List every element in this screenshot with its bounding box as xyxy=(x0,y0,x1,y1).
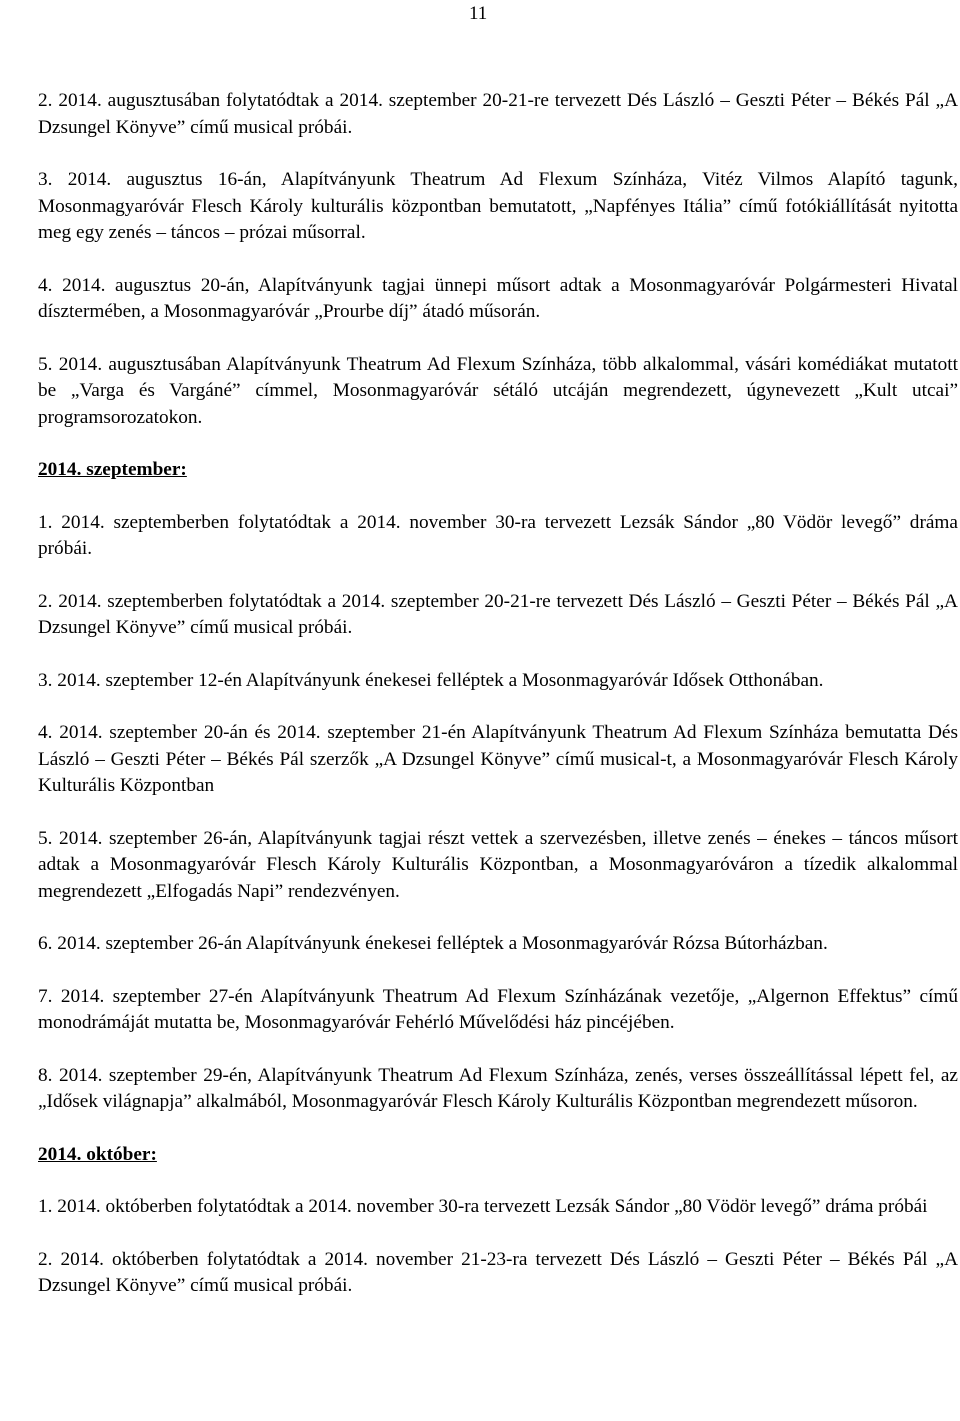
item-number: 8. xyxy=(38,1064,53,1086)
list-item xyxy=(38,273,958,326)
item-number: 1. xyxy=(38,1196,53,1217)
section-october xyxy=(38,1142,958,1300)
item-number: 2. xyxy=(38,90,53,111)
item-number: 2. xyxy=(38,590,53,612)
item-text: 2014. szeptemberben folytatódtak a 2014. szeptember 20-21-re tervezett Dés László – Geszti Péter – Békés Pál „A Dzsungel Könyve” című musical próbái. xyxy=(38,590,958,638)
list-item xyxy=(38,984,958,1037)
item-number: 4. xyxy=(38,722,53,743)
item-text: 2014. szeptember 20-án és 2014. szeptember 21-én Alapítványunk Theatrum Ad Flexum Színháza bemutatta Dés László – Geszti Péter – Békés Pál szerzők „A Dzsungel Könyve” című musical-t, a Mosonmagyaróvár Flesch Károly Kulturális Központban xyxy=(38,722,958,796)
item-text: 2014. szeptember 29-én, Alapítványunk Theatrum Ad Flexum Színháza, zenés, verses összeállítással lépett fel, az „Idősek világnapja” alkalmából, Mosonmagyaróvár Flesch Károly Kulturális Központban megrendezett műsoron. xyxy=(38,1064,958,1112)
item-text: 2014. szeptember 27-én Alapítványunk Theatrum Ad Flexum Színházának vezetője, „Algernon Effektus” című monodrámáját mutatta be, Mosonmagyaróvár Fehérló Művelődési ház pincéjében. xyxy=(38,985,958,1033)
item-text: 2014. augusztusában Alapítványunk Theatrum Ad Flexum Színháza, több alkalommal, vásári komédiákat mutatott be „Varga és Vargáné” címmel, Mosonmagyaróvár sétáló utcáján megrendezett, úgynevezett „Kult utcai” programsorozatokon. xyxy=(38,353,958,428)
item-number: 3. xyxy=(38,169,53,190)
list-item xyxy=(38,352,958,432)
list-item xyxy=(38,1194,958,1221)
section-heading: 2014. október: xyxy=(38,1143,157,1165)
item-number: 7. xyxy=(38,985,53,1007)
item-text: 2014. augusztus 20-án, Alapítványunk tagjai ünnepi műsort adtak a Mosonmagyaróvár Polgármesteri Hivatal dísztermében, a Mosonmagyaróvár „Prourbe díj” átadó műsorán. xyxy=(38,274,958,322)
item-text: 2014. októberben folytatódtak a 2014. november 30-ra tervezett Lezsák Sándor „80 Vödör levegő” dráma próbái xyxy=(57,1196,928,1217)
list-item xyxy=(38,668,958,695)
item-text: 2014. augusztusában folytatódtak a 2014. szeptember 20-21-re tervezett Dés László – Geszti Péter – Békés Pál „A Dzsungel Könyve” című musical próbái. xyxy=(38,90,958,138)
page-number: 11 xyxy=(469,3,488,24)
section-september xyxy=(38,457,958,1116)
item-text: 2014. szeptember 26-án Alapítványunk énekesei felléptek a Mosonmagyaróvár Rózsa Bútorházban. xyxy=(57,933,828,954)
item-number: 2. xyxy=(38,1248,53,1270)
list-item xyxy=(38,167,958,247)
list-item xyxy=(38,1247,958,1300)
section-heading: 2014. szeptember: xyxy=(38,459,187,480)
item-text: 2014. augusztus 16-án, Alapítványunk Theatrum Ad Flexum Színháza, Vitéz Vilmos Alapító tagunk, Mosonmagyaróvár Flesch Károly kulturális központban bemutatott, „Napfényes Itália” című fotókiállítását nyitotta meg egy zenés – táncos – prózai műsorral. xyxy=(38,169,958,243)
item-number: 1. xyxy=(38,511,53,533)
item-text: 2014. októberben folytatódtak a 2014. november 21-23-ra tervezett Dés László – Geszti Péter – Békés Pál „A Dzsungel Könyve” című musical próbái. xyxy=(38,1248,958,1296)
item-number: 5. xyxy=(38,353,53,375)
item-number: 4. xyxy=(38,274,53,296)
section-august xyxy=(38,88,958,431)
item-text: 2014. szeptember 26-án, Alapítványunk tagjai részt vettek a szervezésben, illetve zenés – énekes – táncos műsort adtak a Mosonmagyaróvár Flesch Károly Kulturális Központban, a Mosonmagyaróváron a tízedik alkalommal megrendezett „Elfogadás Napi” rendezvényen. xyxy=(38,827,958,902)
list-item xyxy=(38,826,958,906)
list-item xyxy=(38,510,958,563)
document-body xyxy=(38,88,958,1326)
item-text: 2014. szeptember 12-én Alapítványunk énekesei felléptek a Mosonmagyaróvár Idősek Otthonában. xyxy=(57,669,824,691)
list-item xyxy=(38,589,958,642)
list-item xyxy=(38,88,958,141)
list-item xyxy=(38,720,958,800)
item-number: 6. xyxy=(38,933,53,954)
item-number: 3. xyxy=(38,669,53,691)
list-item xyxy=(38,1063,958,1116)
list-item xyxy=(38,931,958,958)
item-text: 2014. szeptemberben folytatódtak a 2014. november 30-ra tervezett Lezsák Sándor „80 Vödör levegő” dráma próbái. xyxy=(38,511,958,559)
item-number: 5. xyxy=(38,827,53,849)
